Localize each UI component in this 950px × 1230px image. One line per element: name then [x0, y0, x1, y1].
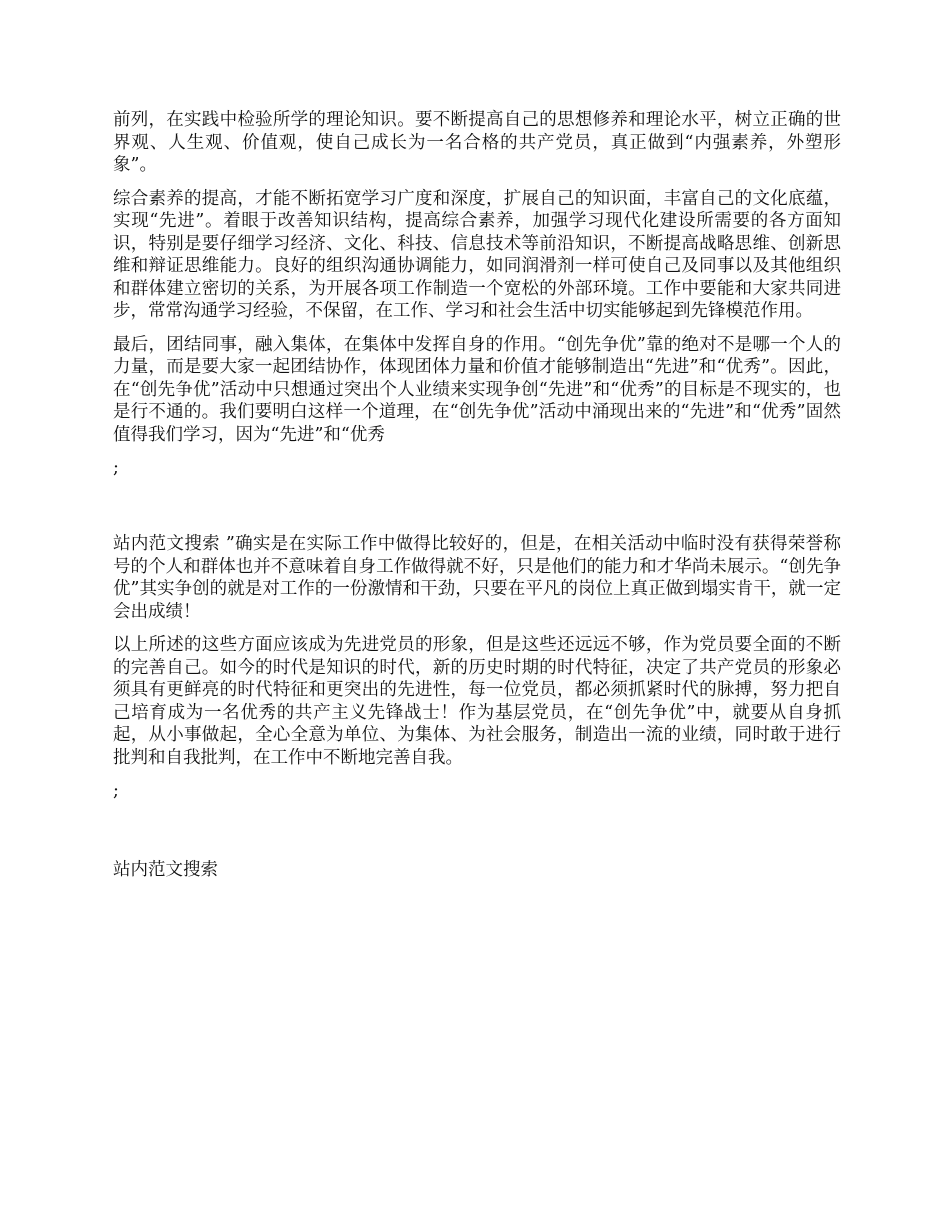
spacer-1 — [113, 479, 841, 533]
spacer-2 — [113, 802, 841, 859]
site-search-link[interactable]: 站内范文搜索 — [113, 860, 218, 880]
paragraph-4: 站内范文搜索 ”确实是在实际工作中做得比较好的，但是，在相关活动中临时没有获得荣誉称号的个人和群体也并不意味着自身工作做得就不好，只是他们的能力和才华尚未展示。“创先争优”其实争创的就是对工作的一份激情和干劲，只要在平凡的岗位上真正做到塌实肯干，就一定会出成绩！ — [113, 534, 841, 622]
paragraph-1: 前列，在实践中检验所学的理论知识。要不断提高自己的思想修养和理论水平，树立正确的世界观、人生观、价值观，使自己成长为一名合格的共产党员，真正做到“内强素养，外塑形象”。 — [113, 110, 841, 175]
paragraph-5: 以上所述的这些方面应该成为先进党员的形象，但是这些还远远不够，作为党员要全面的不断的完善自己。如今的时代是知识的时代，新的历史时期的时代特征，决定了共产党员的形象必须具有更鲜亮的时代特征和更突出的先进性，每一位党员，都必须抓紧时代的脉搏，努力把自己培育成为一名优秀的共产主义先锋战士！作为基层党员，在“创先争优”中，就要从自身抓起，从小事做起，全心全意为单位、为集体、为社会服务，制造出一流的业绩，同时敢于进行批判和自我批判，在工作中不断地完善自我。 — [113, 635, 841, 768]
paragraph-3: 最后，团结同事，融入集体，在集体中发挥自身的作用。“创先争优”靠的绝对不是哪一个人的力量，而是要大家一起团结协作，体现团体力量和价值才能够制造出“先进”和“优秀”。因此，在“创先争优”活动中只想通过突出个人业绩来实现争创“先进”和“优秀”的目标是不现实的，也是行不通的。我们要明白这样一个道理，在“创先争优”活动中涌现出来的“先进”和“优秀”固然值得我们学习，因为“先进”和“优秀 — [113, 334, 841, 445]
document-body — [113, 109, 841, 882]
separator-1: ; — [113, 458, 119, 478]
paragraph-2: 综合素养的提高，才能不断拓宽学习广度和深度，扩展自己的知识面，丰富自己的文化底蕴，实现“先进”。着眼于改善知识结构，提高综合素养，加强学习现代化建设所需要的各方面知识，特别是要仔细学习经济、文化、科技、信息技术等前沿知识，不断提高战略思维、创新思维和辩证思维能力。良好的组织沟通协调能力，如同润滑剂一样可使自己及同事以及其他组织和群体建立密切的关系，为开展各项工作制造一个宽松的外部环境。工作中要能和大家共同进步，常常沟通学习经验，不保留，在工作、学习和社会生活中切实能够起到先锋模范作用。 — [113, 188, 841, 321]
separator-2: ; — [113, 781, 119, 801]
